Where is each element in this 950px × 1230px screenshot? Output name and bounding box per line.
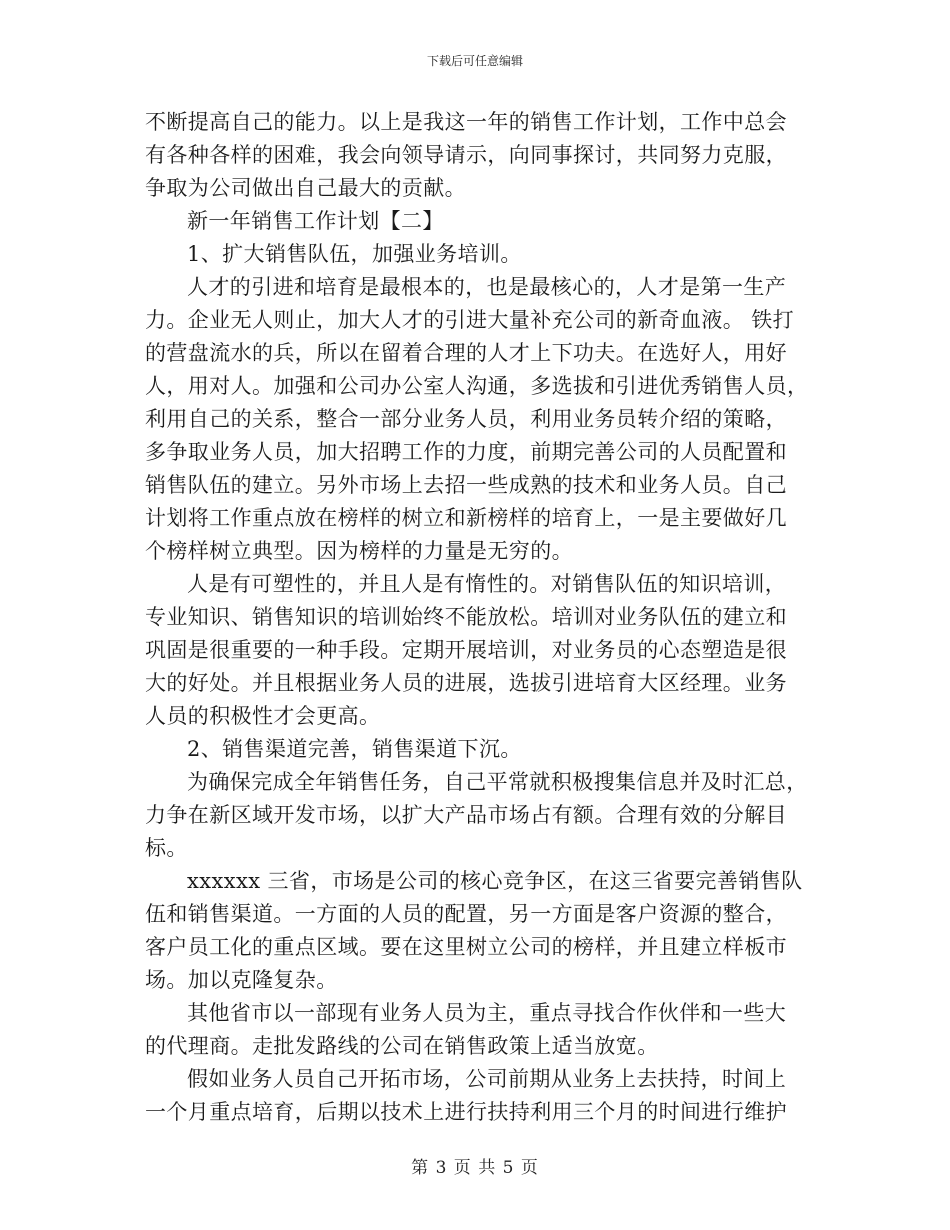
text-line: 假如业务人员自己开拓市场，公司前期从业务上去扶持，时间上 bbox=[187, 1067, 787, 1091]
page-header: 下载后可任意编辑 bbox=[426, 54, 523, 68]
page-footer: 第 3 页 共 5 页 bbox=[411, 1158, 539, 1178]
text-line: 力争在新区域开发市场，以扩大产品市场占有额。合理有效的分解目 bbox=[145, 803, 787, 827]
text-line: 巩固是很重要的一种手段。定期开展培训，对业务员的心态塑造是很 bbox=[145, 638, 787, 662]
text-line: 场。加以克隆复杂。 bbox=[145, 968, 338, 992]
text-line: 不断提高自己的能力。以上是我这一年的销售工作计划，工作中总会 bbox=[145, 110, 787, 134]
text-line: xxxxxx 三省，市场是公司的核心竞争区，在这三省要完善销售队 bbox=[187, 869, 803, 893]
text-line: 大的好处。并且根据业务人员的进展，选拔引进培育大区经理。业务 bbox=[145, 671, 787, 695]
text-line: 多争取业务人员，加大招聘工作的力度，前期完善公司的人员配置和 bbox=[145, 440, 787, 464]
text-line: 的营盘流水的兵，所以在留着合理的人才上下功夫。在选好人，用好 bbox=[145, 341, 787, 365]
text-line: 标。 bbox=[145, 836, 188, 860]
text-line: 一个月重点培育，后期以技术上进行扶持利用三个月的时间进行维护 bbox=[145, 1100, 787, 1124]
text-line: 其他省市以一部现有业务人员为主，重点寻找合作伙伴和一些大 bbox=[187, 1001, 787, 1025]
text-line: 人员的积极性才会更高。 bbox=[145, 704, 381, 728]
text-line: 的代理商。走批发路线的公司在销售政策上适当放宽。 bbox=[145, 1034, 659, 1058]
text-line: 争取为公司做出自己最大的贡献。 bbox=[145, 176, 466, 200]
text-line: 有各种各样的困难，我会向领导请示，向同事探讨，共同努力克服， bbox=[145, 143, 787, 167]
text-line: 人是有可塑性的，并且人是有惰性的。对销售队伍的知识培训， bbox=[187, 572, 787, 596]
text-line: 新一年销售工作计划【二】 bbox=[187, 209, 444, 233]
text-line: 2、销售渠道完善，销售渠道下沉。 bbox=[187, 737, 522, 761]
text-line: 人，用对人。加强和公司办公室人沟通，多选拔和引进优秀销售人员， bbox=[145, 374, 809, 398]
text-line: 1、扩大销售队伍，加强业务培训。 bbox=[187, 242, 522, 266]
text-line: 客户员工化的重点区域。要在这里树立公司的榜样，并且建立样板市 bbox=[145, 935, 787, 959]
text-line: 利用自己的关系，整合一部分业务人员，利用业务员转介绍的策略， bbox=[145, 407, 787, 431]
text-line: 销售队伍的建立。另外市场上去招一些成熟的技术和业务人员。自己 bbox=[145, 473, 787, 497]
text-line: 个榜样树立典型。因为榜样的力量是无穷的。 bbox=[145, 539, 573, 563]
text-line: 专业知识、销售知识的培训始终不能放松。培训对业务队伍的建立和 bbox=[145, 605, 787, 629]
document-body bbox=[145, 106, 809, 1129]
text-line: 人才的引进和培育是最根本的，也是最核心的，人才是第一生产 bbox=[187, 275, 787, 299]
text-line: 力。企业无人则止，加大人才的引进大量补充公司的新奇血液。 铁打 bbox=[145, 308, 795, 332]
text-line: 伍和销售渠道。一方面的人员的配置，另一方面是客户资源的整合， bbox=[145, 902, 787, 926]
text-line: 为确保完成全年销售任务，自己平常就积极搜集信息并及时汇总， bbox=[187, 770, 808, 794]
text-line: 计划将工作重点放在榜样的树立和新榜样的培育上，一是主要做好几 bbox=[145, 506, 787, 530]
